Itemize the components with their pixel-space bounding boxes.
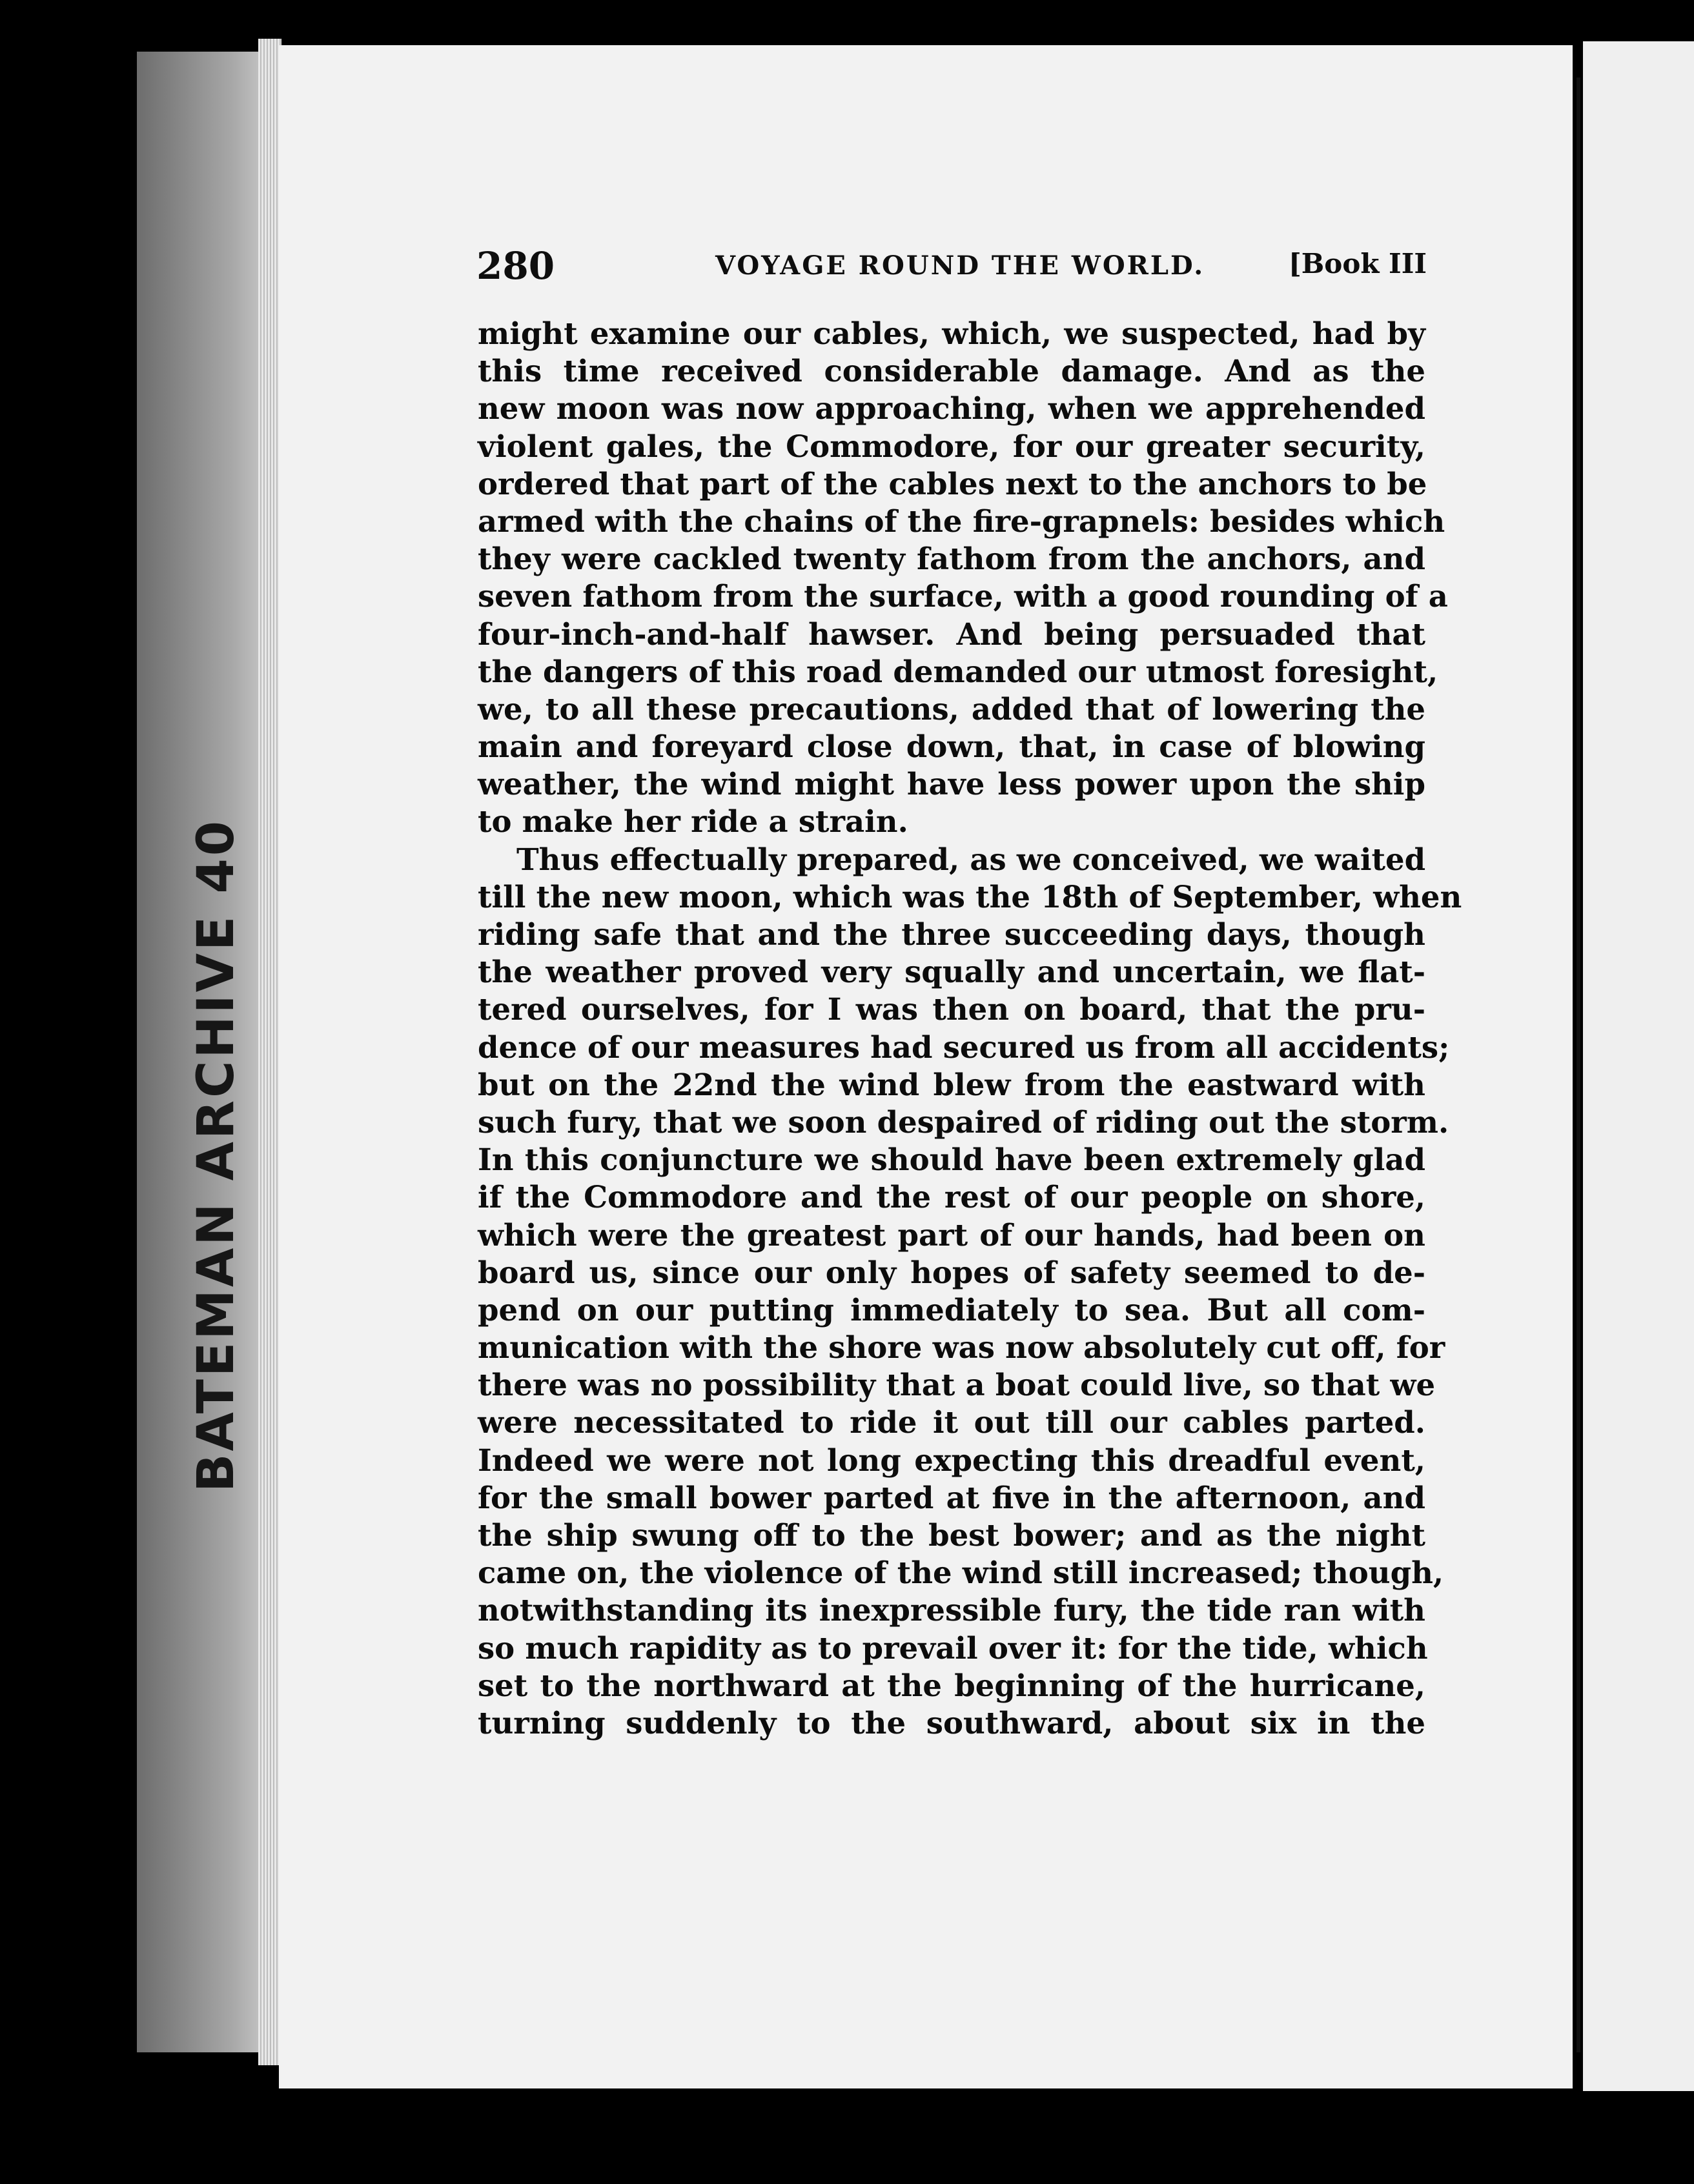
text-line: the dangers of this road demanded our utmost foresight, bbox=[478, 653, 1438, 689]
facing-page bbox=[1583, 41, 1694, 2091]
spine-label: BATEMAN ARCHIVE 40 bbox=[187, 818, 245, 1492]
spine-stamp bbox=[161, 818, 271, 1492]
text-line: seven fathom from the surface, with a good rounding of a bbox=[478, 578, 1448, 614]
text-line: board us, since our only hopes of safety seemed to de- bbox=[478, 1254, 1425, 1290]
text-line: were necessitated to ride it out till our cables parted. bbox=[478, 1404, 1425, 1441]
text-line: but on the 22nd the wind blew from the eastward with bbox=[478, 1066, 1425, 1102]
page-number: 280 bbox=[476, 244, 555, 288]
text-line: new moon was now approaching, when we apprehended bbox=[478, 390, 1425, 427]
text-line: if the Commodore and the rest of our people on shore, bbox=[478, 1179, 1425, 1215]
text-line: this time received considerable damage. And as the bbox=[478, 353, 1425, 389]
text-line: main and foreyard close down, that, in case of blowing bbox=[478, 729, 1425, 765]
body-text bbox=[478, 315, 1462, 1742]
text-line: tered ourselves, for I was then on board, that the pru- bbox=[478, 991, 1425, 1027]
text-line: there was no possibility that a boat could live, so that we bbox=[478, 1367, 1436, 1403]
text-line: Thus effectually prepared, as we conceived, we waited bbox=[516, 841, 1426, 877]
book-marker: [Book III bbox=[1288, 248, 1427, 279]
text-line: for the small bower parted at five in the afternoon, and bbox=[478, 1479, 1425, 1515]
text-line: violent gales, the Commodore, for our greater security, bbox=[478, 428, 1425, 464]
text-line: the ship swung off to the best bower; and as the night bbox=[478, 1517, 1425, 1553]
text-line: notwithstanding its inexpressible fury, the tide ran with bbox=[478, 1592, 1425, 1628]
running-header bbox=[476, 244, 1427, 296]
text-line: till the new moon, which was the 18th of September, when bbox=[478, 878, 1462, 915]
text-line: such fury, that we soon despaired of riding out the storm. bbox=[478, 1104, 1449, 1140]
page-edges bbox=[258, 39, 281, 2065]
gutter-shadow bbox=[1577, 77, 1580, 2052]
text-line: which were the greatest part of our hands, had been on bbox=[478, 1217, 1425, 1253]
text-line: came on, the violence of the wind still increased; though, bbox=[478, 1555, 1444, 1591]
text-line: Indeed we were not long expecting this dreadful event, bbox=[478, 1442, 1425, 1478]
running-title: VOYAGE ROUND THE WORLD. bbox=[715, 250, 1205, 281]
text-line: pend on our putting immediately to sea. But all com- bbox=[478, 1291, 1425, 1328]
text-line: weather, the wind might have less power upon the ship bbox=[478, 766, 1425, 802]
text-line: we, to all these precautions, added that of lowering the bbox=[478, 691, 1425, 727]
text-line: so much rapidity as to prevail over it: for the tide, which bbox=[478, 1630, 1428, 1666]
text-line: to make her ride a strain. bbox=[478, 804, 908, 840]
text-line: four-inch-and-half hawser. And being persuaded that bbox=[478, 616, 1425, 652]
text-line: turning suddenly to the southward, about six in the bbox=[478, 1704, 1425, 1741]
text-line: ordered that part of the cables next to the anchors to be bbox=[478, 465, 1427, 501]
text-line: might examine our cables, which, we suspected, had by bbox=[478, 316, 1425, 351]
text-line: armed with the chains of the fire-grapnels: besides which bbox=[478, 503, 1445, 539]
text-line: riding safe that and the three succeeding days, though bbox=[478, 916, 1425, 952]
text-line: munication with the shore was now absolutely cut off, for bbox=[478, 1330, 1445, 1366]
text-line: they were cackled twenty fathom from the anchors, and bbox=[478, 541, 1425, 577]
text-line: set to the northward at the beginning of the hurricane, bbox=[478, 1667, 1425, 1703]
text-line: In this conjuncture we should have been extremely glad bbox=[478, 1142, 1425, 1178]
text-line: the weather proved very squally and uncertain, we flat- bbox=[478, 954, 1425, 990]
text-line: dence of our measures had secured us from all accidents; bbox=[478, 1029, 1450, 1065]
